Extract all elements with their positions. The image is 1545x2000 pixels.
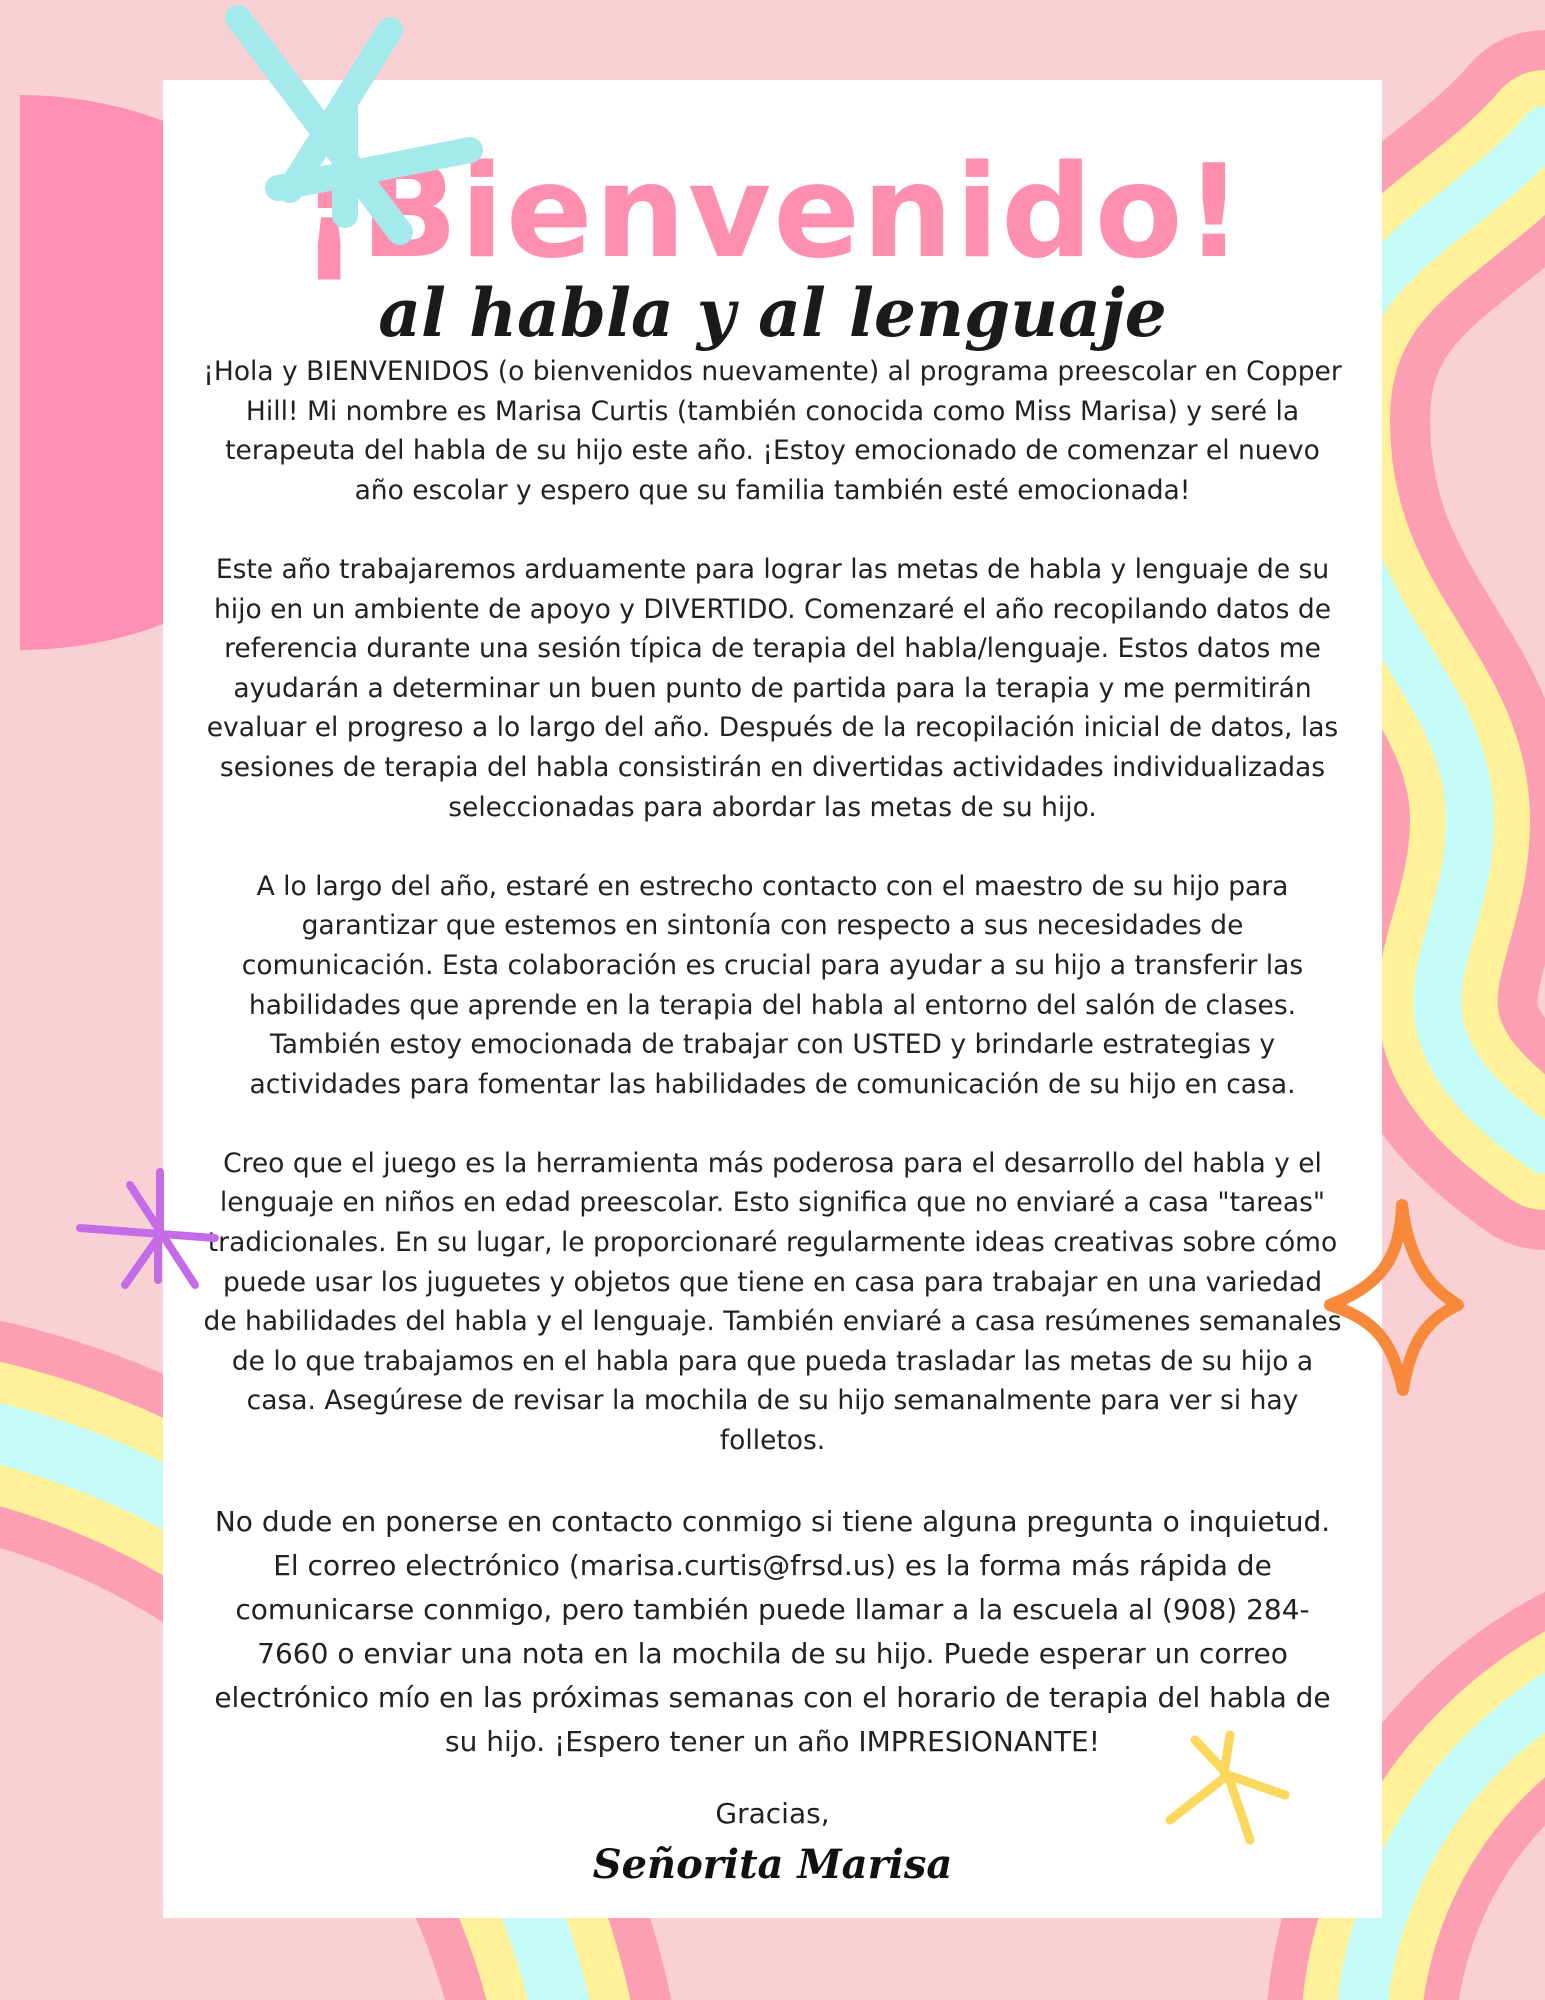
letter-body	[163, 352, 1382, 1764]
letter-content	[163, 80, 1382, 1892]
paragraph-intro: ¡Hola y BIENVENIDOS (o bienvenidos nuevamente) al programa preescolar en Copper Hill! Mi nombre es Marisa Curtis (también conocida como Miss Marisa) y seré la terapeuta del habla de su hijo este año. ¡Estoy emocionado de comenzar el nuevo año escolar y espero que su familia también esté emocionada!	[203, 356, 1342, 506]
paragraph-contact: No dude en ponerse en contacto conmigo si tiene alguna pregunta o inquietud. El correo electrónico (marisa.curtis@frsd.us) es la forma más rápida de comunicarse conmigo, pero también puede llamar a la escuela al (908) 284-7660 o enviar una nota en la mochila de su hijo. Puede esperar un correo electrónico mío en las próximas semanas con el horario de terapia del habla de su hijo. ¡Espero tener un año IMPRESIONANTE!	[214, 1505, 1331, 1759]
paragraph-collaboration: A lo largo del año, estaré en estrecho contacto con el maestro de su hijo para garantizar que estemos en sintonía con respecto a sus necesidades de comunicación. Esta colaboración es crucial para ayudar a su hijo a transferir las habilidades que aprende en la terapia del habla al entorno del salón de clases. También estoy emocionada de trabajar con USTED y brindarle estrategias y actividades para fomentar las habilidades de comunicación de su hijo en casa.	[241, 870, 1304, 1100]
paragraph-goals: Este año trabajaremos arduamente para lograr las metas de habla y lenguaje de su hijo en un ambiente de apoyo y DIVERTIDO. Comenzaré el año recopilando datos de referencia durante una sesión típica de terapia del habla/lenguaje. Estos datos me ayudarán a determinar un buen punto de partida para la terapia y me permitirán evaluar el progreso a lo largo del año. Después de la recopilación inicial de datos, las sesiones de terapia del habla consistirán en divertidas actividades individualizadas seleccionadas para abordar las metas de su hijo.	[206, 553, 1339, 823]
page-subtitle: al habla y al lenguaje	[378, 274, 1167, 352]
rainbow-bottom-right	[1360, 1630, 1545, 2000]
paragraph-play: Creo que el juego es la herramienta más poderosa para el desarrollo del habla y el lenguaje en niños en edad preescolar. Esto significa que no enviaré a casa "tareas" tradicionales. En su lugar, le proporcionaré regularmente ideas creativas sobre cómo puede usar los juguetes y objetos que tiene en casa para trabajar en una variedad de habilidades del habla y el lenguaje. También enviaré a casa resúmenes semanales de lo que trabajamos en el habla para que pueda trasladar las metas de su hijo a casa. Asegúrese de revisar la mochila de su hijo semanalmente para ver si hay folletos.	[203, 1147, 1342, 1457]
page-title: ¡Bienvenido!	[300, 138, 1245, 287]
closing-thanks: Gracias,	[715, 1797, 830, 1831]
signature: Señorita Marisa	[592, 1841, 953, 1889]
